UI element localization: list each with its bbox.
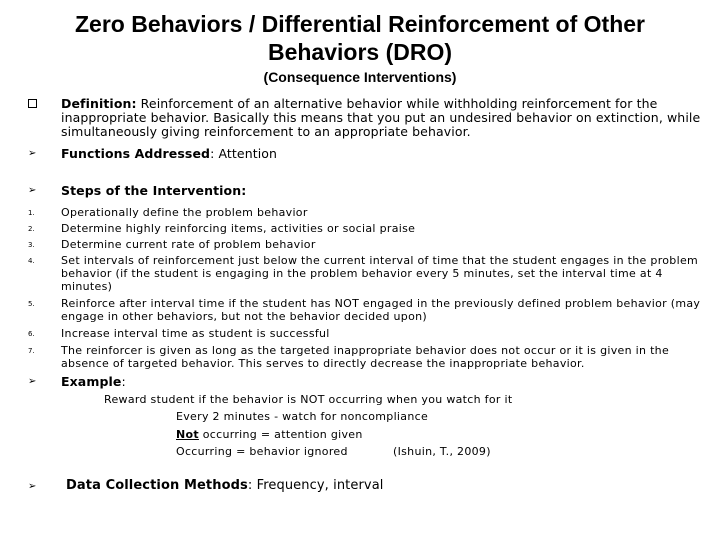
title-line-1: Zero Behaviors / Differential Reinforcement of Other <box>74 11 645 37</box>
square-bullet-icon <box>28 99 37 111</box>
slide-title <box>0 10 720 66</box>
arrow-bullet-icon: ➢ <box>28 148 37 159</box>
step-number: 5. <box>28 300 35 308</box>
functions-body: : Attention <box>210 146 278 161</box>
example-heading <box>61 375 706 389</box>
example-not: Not <box>176 428 199 441</box>
functions-text <box>61 147 706 161</box>
definition-text <box>61 97 706 139</box>
title-line-2: Behaviors (DRO) <box>267 39 453 65</box>
step-text: Reinforce after interval time if the student has NOT engaged in the previously defined problem behavior (may engage in other behaviors, but not the behavior decided upon) <box>61 297 701 323</box>
step-text: Determine highly reinforcing items, activities or social praise <box>61 222 416 235</box>
step-number: 6. <box>28 330 35 338</box>
example-label: Example <box>61 374 122 389</box>
steps-heading: Steps of the Intervention: <box>61 183 247 198</box>
step-number: 1. <box>28 209 35 217</box>
arrow-bullet-icon: ➢ <box>28 185 37 196</box>
example-colon: : <box>121 374 126 389</box>
example-line-2: Every 2 minutes - watch for noncompliance <box>176 410 429 423</box>
step-text: Increase interval time as student is successful <box>61 327 330 340</box>
step-text: The reinforcer is given as long as the targeted inappropriate behavior does not occur or it is given in the absence of targeted behavior. This serves to directly decrease the inappropriate behavior. <box>61 344 670 370</box>
data-collection-text <box>66 479 706 493</box>
slide-subtitle: (Consequence Interventions) <box>263 69 457 85</box>
functions-label: Functions Addressed <box>61 146 211 161</box>
example-line-3 <box>176 428 363 441</box>
data-collection-label: Data Collection Methods <box>66 478 248 493</box>
data-collection-body: : Frequency, interval <box>247 478 384 493</box>
example-line-3-rest: occurring = attention given <box>198 428 363 441</box>
citation: (Ishuin, T., 2009) <box>393 445 491 458</box>
step-number: 7. <box>28 347 35 355</box>
arrow-bullet-icon: ➢ <box>28 376 37 387</box>
example-line-4: Occurring = behavior ignored <box>176 445 348 458</box>
example-line-1: Reward student if the behavior is NOT occurring when you watch for it <box>104 393 513 406</box>
definition-body: Reinforcement of an alternative behavior while withholding reinforcement for the inappropriate behavior. Basically this means that you put an undesired behavior on extinction, while simultaneously giving reinforcement to an appropriate behavior. <box>61 96 701 139</box>
step-number: 3. <box>28 241 35 249</box>
step-text: Operationally define the problem behavior <box>61 206 308 219</box>
definition-label: Definition: <box>61 96 137 111</box>
step-text: Set intervals of reinforcement just below the current interval of time that the student engages in the problem behavior (if the student is engaging in the problem behavior every 5 minutes, set the interval time at 4 minutes) <box>61 254 699 293</box>
arrow-bullet-icon: ➢ <box>28 481 37 492</box>
step-number: 4. <box>28 257 35 265</box>
step-text: Determine current rate of problem behavior <box>61 238 316 251</box>
step-number: 2. <box>28 225 35 233</box>
